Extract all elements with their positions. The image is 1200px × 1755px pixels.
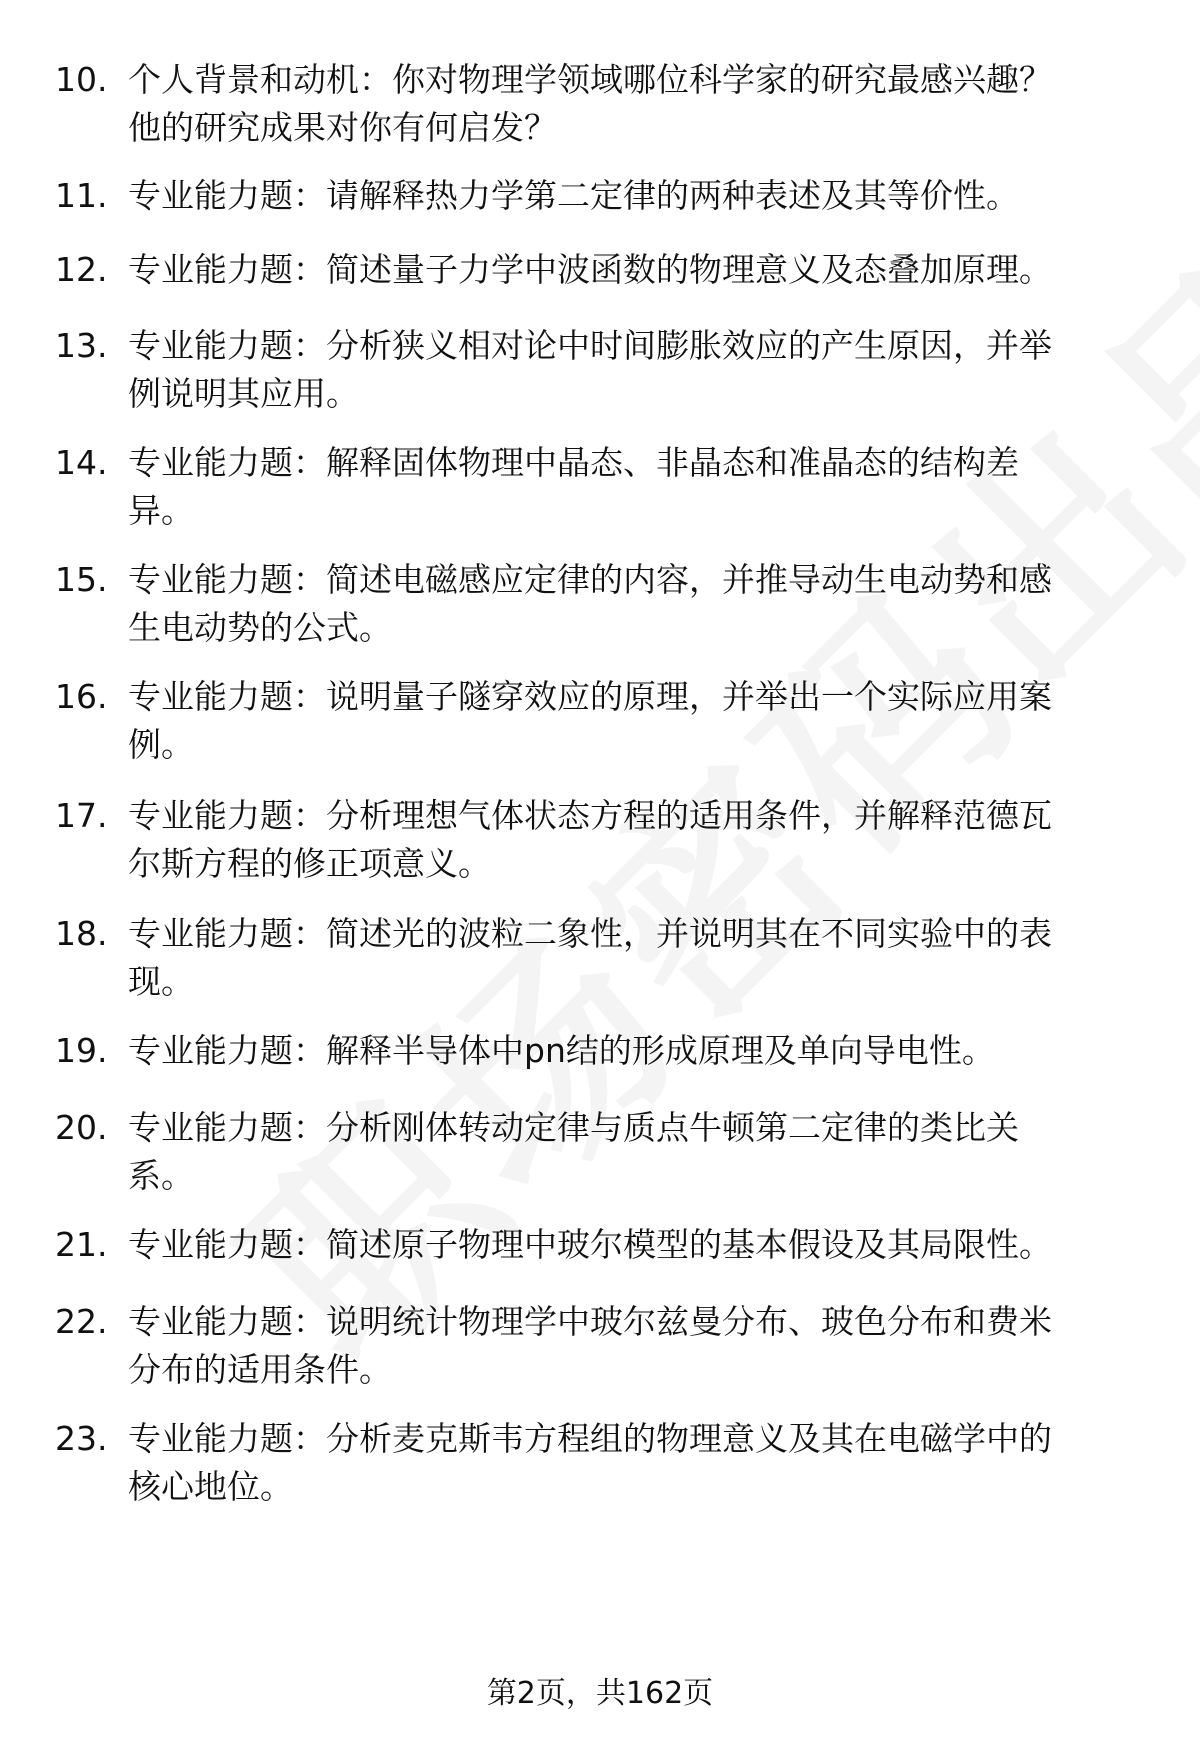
question-text-line: 专业能力题：分析狭义相对论中时间膨胀效应的产生原因，并举 — [128, 326, 1052, 365]
question-text — [128, 322, 1143, 418]
question-number: 17. — [55, 796, 108, 835]
question-text — [128, 1104, 1143, 1200]
question-number: 19. — [55, 1031, 108, 1070]
question-text — [128, 792, 1143, 888]
question-text-line: 例。 — [128, 725, 194, 764]
question-text — [128, 1027, 1143, 1075]
question-text-line: 专业能力题：简述量子力学中波函数的物理意义及态叠加原理。 — [128, 250, 1052, 289]
question-text — [128, 910, 1143, 1006]
question-text-line: 生电动势的公式。 — [128, 608, 392, 647]
question-text-line: 专业能力题：简述光的波粒二象性，并说明其在不同实验中的表 — [128, 914, 1052, 953]
question-number: 20. — [55, 1108, 108, 1147]
question-text-line: 系。 — [128, 1156, 194, 1195]
question-text — [128, 439, 1143, 535]
question-text — [128, 1298, 1143, 1394]
question-text — [128, 172, 1143, 220]
question-text — [128, 1415, 1143, 1511]
question-text-line: 专业能力题：简述原子物理中玻尔模型的基本假设及其局限性。 — [128, 1225, 1052, 1264]
question-text — [128, 1221, 1143, 1269]
question-text-line: 专业能力题：分析刚体转动定律与质点牛顿第二定律的类比关 — [128, 1108, 1019, 1147]
question-text-line: 专业能力题：说明统计物理学中玻尔兹曼分布、玻色分布和费米 — [128, 1302, 1052, 1341]
question-number: 15. — [55, 560, 108, 599]
question-text-line: 分布的适用条件。 — [128, 1350, 392, 1389]
question-text — [128, 246, 1143, 294]
question-text-line: 他的研究成果对你有何启发？ — [128, 108, 557, 147]
question-text-line: 个人背景和动机：你对物理学领域哪位科学家的研究最感兴趣？ — [128, 60, 1052, 99]
question-text-line: 尔斯方程的修正项意义。 — [128, 844, 491, 883]
question-text-line: 专业能力题：分析理想气体状态方程的适用条件，并解释范德瓦 — [128, 796, 1052, 835]
question-text-line: 专业能力题：说明量子隧穿效应的原理，并举出一个实际应用案 — [128, 677, 1052, 716]
question-text-line: 专业能力题：解释固体物理中晶态、非晶态和准晶态的结构差 — [128, 443, 1019, 482]
question-text — [128, 673, 1143, 769]
question-text-line: 异。 — [128, 491, 194, 530]
question-number: 18. — [55, 914, 108, 953]
question-number: 11. — [55, 176, 108, 215]
question-text-line: 专业能力题：请解释热力学第二定律的两种表述及其等价性。 — [128, 176, 1019, 215]
question-text — [128, 56, 1143, 152]
question-number: 14. — [55, 443, 108, 482]
question-number: 22. — [55, 1302, 108, 1341]
question-number: 23. — [55, 1419, 108, 1458]
question-number: 21. — [55, 1225, 108, 1264]
question-text-line: 例说明其应用。 — [128, 374, 359, 413]
question-number: 12. — [55, 250, 108, 289]
question-text — [128, 556, 1143, 652]
question-number: 13. — [55, 326, 108, 365]
page-footer: 第2页，共162页 — [486, 1676, 714, 1711]
question-text-line: 专业能力题：简述电磁感应定律的内容，并推导动生电动势和感 — [128, 560, 1052, 599]
question-text-line: 专业能力题：分析麦克斯韦方程组的物理意义及其在电磁学中的 — [128, 1419, 1052, 1458]
question-text-line: 核心地位。 — [128, 1467, 293, 1506]
question-text-line: 现。 — [128, 962, 194, 1001]
question-text-line: 专业能力题：解释半导体中pn结的形成原理及单向导电性。 — [128, 1031, 995, 1070]
question-number: 16. — [55, 677, 108, 716]
question-number: 10. — [55, 60, 108, 99]
